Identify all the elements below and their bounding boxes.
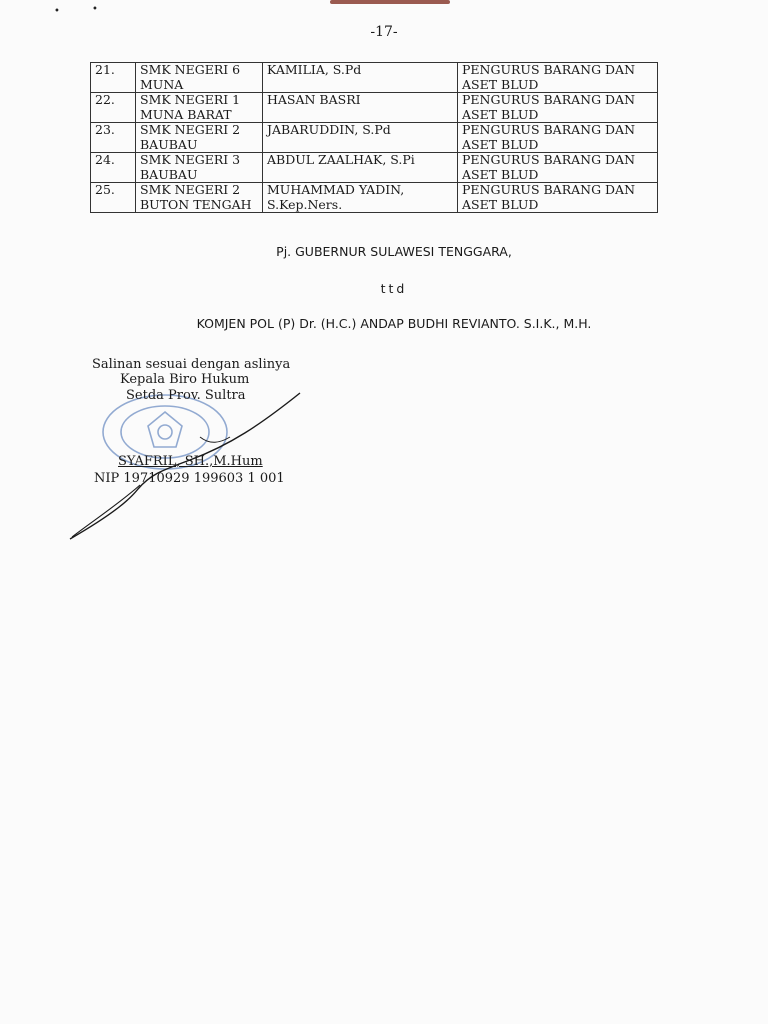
position-cell-line: ASET BLUD xyxy=(462,196,539,212)
scan-speck: • xyxy=(92,4,98,15)
table-row xyxy=(91,123,658,153)
row-number: 23. xyxy=(91,123,136,153)
position-cell-line: ASET BLUD xyxy=(462,106,539,122)
school-cell xyxy=(136,183,263,213)
position-cell xyxy=(458,183,658,213)
signer-name: SYAFRIL, SH.,M.Hum xyxy=(118,454,263,469)
name-cell-line: S.Kep.Ners. xyxy=(267,196,343,212)
school-cell-line: SMK NEGERI 1 xyxy=(140,92,241,107)
school-cell-line: MUNA BARAT xyxy=(140,106,232,122)
name-cell xyxy=(263,153,458,183)
position-cell-line: PENGURUS BARANG DAN xyxy=(462,152,636,167)
row-number: 24. xyxy=(91,153,136,183)
position-cell-line: ASET BLUD xyxy=(462,166,539,182)
school-cell-line: SMK NEGERI 6 xyxy=(140,62,241,77)
school-cell-line: SMK NEGERI 2 xyxy=(140,182,241,197)
table-row xyxy=(91,153,658,183)
position-cell-line: PENGURUS BARANG DAN xyxy=(462,122,636,137)
school-cell-line: BUTON TENGAH xyxy=(140,196,252,212)
position-cell xyxy=(458,93,658,123)
school-cell-line: BAUBAU xyxy=(140,136,198,152)
name-cell xyxy=(263,93,458,123)
name-cell-line: HASAN BASRI xyxy=(267,92,361,107)
position-cell xyxy=(458,153,658,183)
governor-title: Pj. GUBERNUR SULAWESI TENGGARA, xyxy=(276,244,512,259)
school-cell-line: SMK NEGERI 3 xyxy=(140,152,241,167)
name-cell xyxy=(263,123,458,153)
scan-speck: • xyxy=(54,6,60,17)
table-row xyxy=(91,63,658,93)
position-cell-line: PENGURUS BARANG DAN xyxy=(462,182,636,197)
position-cell xyxy=(458,123,658,153)
position-cell xyxy=(458,63,658,93)
certification-line: Kepala Biro Hukum xyxy=(120,372,250,387)
name-cell-line: MUHAMMAD YADIN, xyxy=(267,182,405,197)
row-number: 25. xyxy=(91,183,136,213)
name-cell xyxy=(263,183,458,213)
school-cell xyxy=(136,123,263,153)
row-number: 21. xyxy=(91,63,136,93)
name-cell-line: JABARUDDIN, S.Pd xyxy=(267,122,391,137)
position-cell-line: ASET BLUD xyxy=(462,136,539,152)
handwritten-signature xyxy=(60,385,310,545)
school-cell-line: MUNA xyxy=(140,76,184,92)
table-row xyxy=(91,93,658,123)
school-cell xyxy=(136,93,263,123)
scan-edge-mark xyxy=(330,0,450,4)
position-cell-line: PENGURUS BARANG DAN xyxy=(462,62,636,77)
row-number: 22. xyxy=(91,93,136,123)
table-row xyxy=(91,183,658,213)
governor-name: KOMJEN POL (P) Dr. (H.C.) ANDAP BUDHI REVIANTO. S.I.K., M.H. xyxy=(196,316,592,331)
certification-line: Setda Prov. Sultra xyxy=(126,388,246,403)
signer-nip: NIP 19710929 199603 1 001 xyxy=(94,471,285,486)
signed-marker: ttd xyxy=(380,281,408,296)
school-cell xyxy=(136,153,263,183)
name-cell-line: ABDUL ZAALHAK, S.Pi xyxy=(267,152,415,167)
school-cell xyxy=(136,63,263,93)
school-cell-line: BAUBAU xyxy=(140,166,198,182)
position-cell-line: ASET BLUD xyxy=(462,76,539,92)
name-cell-line: KAMILIA, S.Pd xyxy=(267,62,362,77)
school-cell-line: SMK NEGERI 2 xyxy=(140,122,241,137)
name-cell xyxy=(263,63,458,93)
staff-table xyxy=(90,62,658,213)
page-number: -17- xyxy=(370,24,398,40)
position-cell-line: PENGURUS BARANG DAN xyxy=(462,92,636,107)
certification-line: Salinan sesuai dengan aslinya xyxy=(92,357,291,372)
